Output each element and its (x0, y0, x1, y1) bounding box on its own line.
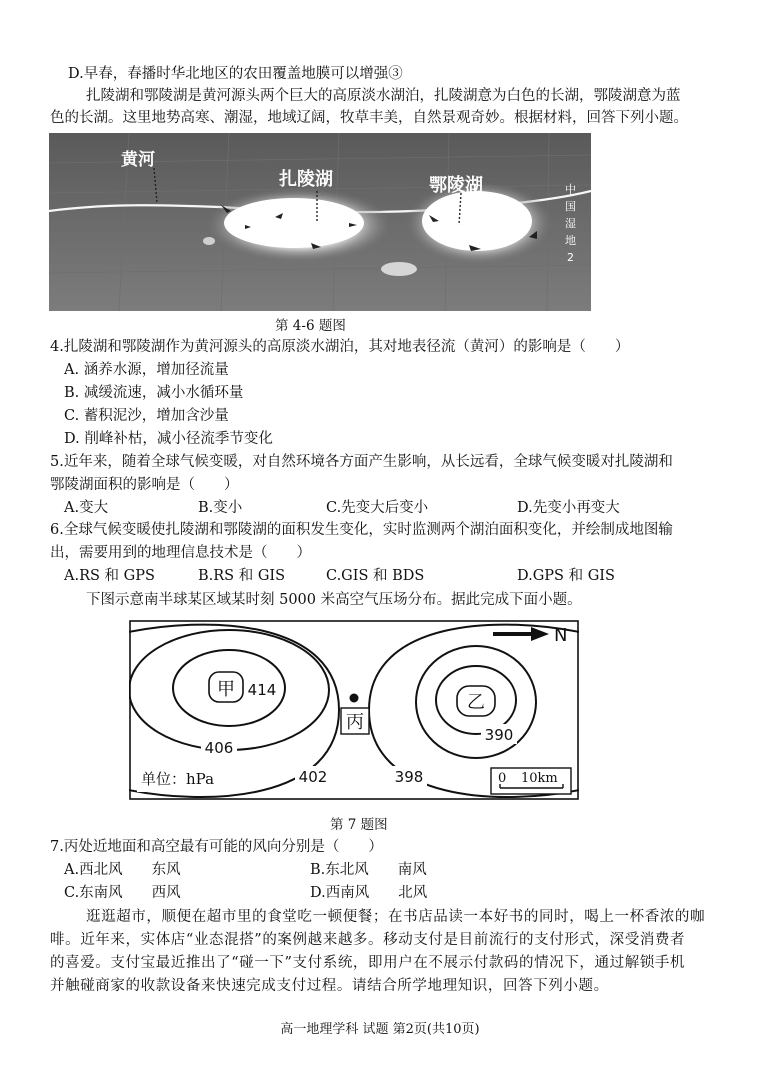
watermark-char: 中 (565, 183, 576, 196)
watermark-char: 2 (567, 251, 574, 264)
label-eling: 鄂陵湖 (429, 175, 483, 196)
passage3-line3: 的喜爱。支付宝最近推出了“碰一下”支付系统，即用户在不展示付款码的情况下，通过解锁手机 (50, 955, 686, 971)
q4-option-b[interactable]: B. 减缓流速，减小水循环量 (64, 385, 244, 401)
iso-414: 414 (247, 681, 277, 699)
q5-option-d[interactable]: D.先变小再变大 (517, 500, 620, 516)
passage3-line4: 并触碰商家的收款设备来快速完成支付过程。请结合所学地理知识，回答下列小题。 (50, 978, 609, 994)
iso-398: 398 (394, 768, 424, 786)
watermark-char: 国 (565, 200, 576, 213)
page-footer: 高一地理学科 试题 第2页(共10页) (280, 1022, 480, 1037)
q6-stem-line1: 6.全球气候变暖使扎陵湖和鄂陵湖的面积发生变化，实时监测两个湖泊面积变化，并绘制成地图输 (50, 522, 673, 538)
lakes-photo (49, 133, 591, 311)
q5-option-a[interactable]: A.变大 (64, 500, 109, 516)
q7-option-c[interactable]: C.东南风 西风 (64, 885, 181, 901)
q4-option-d[interactable]: D. 削峰补枯，减小径流季节变化 (64, 431, 273, 447)
iso-390: 390 (484, 726, 514, 744)
scale-0: 0 (498, 771, 507, 786)
label-jia: 甲 (217, 679, 235, 700)
q7-stem: 7.丙处近地面和高空最有可能的风向分别是（ ） (50, 839, 383, 855)
iso-402: 402 (298, 768, 328, 786)
q6-option-a[interactable]: A.RS 和 GPS (64, 568, 155, 584)
q5-stem-line1: 5.近年来，随着全球气候变暖，对自然环境各方面产生影响，从长远看，全球气候变暖对扎陵湖和 (50, 454, 673, 470)
iso-406: 406 (204, 739, 234, 757)
passage3-line2: 啡。近年来，实体店“业态混搭”的案例越来越多。移动支付是目前流行的支付形式，深受消费者 (50, 932, 686, 948)
q7-option-a[interactable]: A.西北风 东风 (64, 862, 181, 878)
figure1-caption: 第 4-6 题图 (275, 318, 346, 334)
north-label: N (554, 625, 568, 646)
label-bing: 丙 (346, 712, 364, 733)
q4-option-c[interactable]: C. 蓄积泥沙，增加含沙量 (64, 408, 229, 424)
q7-option-b[interactable]: B.东北风 南风 (310, 862, 427, 878)
label-yi: 乙 (467, 692, 485, 713)
top-option: D.早春，春播时华北地区的农田覆盖地膜可以增强③ (68, 66, 403, 82)
q6-stem-line2: 出，需要用到的地理信息技术是（ ） (50, 545, 311, 561)
q5-stem-line2: 鄂陵湖面积的影响是（ ） (50, 477, 239, 493)
scale-10km: 10km (521, 771, 558, 786)
q6-option-d[interactable]: D.GPS 和 GIS (517, 568, 615, 584)
passage1-line1: 扎陵湖和鄂陵湖是黄河源头两个巨大的高原淡水湖泊，扎陵湖意为白色的长湖，鄂陵湖意为蓝 (86, 88, 681, 104)
watermark-char: 湿 (565, 217, 576, 230)
passage3-line1: 逛逛超市，顺便在超市里的食堂吃一顿便餐；在书店品读一本好书的同时，喝上一杯香浓的咖 (86, 909, 706, 925)
isobar-map (129, 620, 579, 800)
figure2-caption: 第 7 题图 (330, 817, 388, 833)
q6-option-c[interactable]: C.GIS 和 BDS (326, 568, 425, 584)
watermark-char: 地 (565, 234, 576, 247)
unit-label: 单位：hPa (141, 770, 215, 788)
q5-option-c[interactable]: C.先变大后变小 (326, 500, 429, 516)
passage1-line2: 色的长湖。这里地势高寒、潮湿，地域辽阔，牧草丰美，自然景观奇妙。根据材料，回答下列小题。 (50, 110, 688, 126)
q7-option-d[interactable]: D.西南风 北风 (310, 885, 428, 901)
q4-option-a[interactable]: A. 涵养水源，增加径流量 (64, 362, 229, 378)
label-zaling: 扎陵湖 (279, 169, 333, 190)
q6-option-b[interactable]: B.RS 和 GIS (198, 568, 286, 584)
q4-stem: 4.扎陵湖和鄂陵湖作为黄河源头的高原淡水湖泊，其对地表径流（黄河）的影响是（ ） (50, 339, 630, 355)
q5-option-b[interactable]: B.变小 (198, 500, 243, 516)
passage2: 下图示意南半球某区域某时刻 5000 米高空气压场分布。据此完成下面小题。 (86, 592, 582, 608)
label-huanghe: 黄河 (121, 150, 155, 170)
